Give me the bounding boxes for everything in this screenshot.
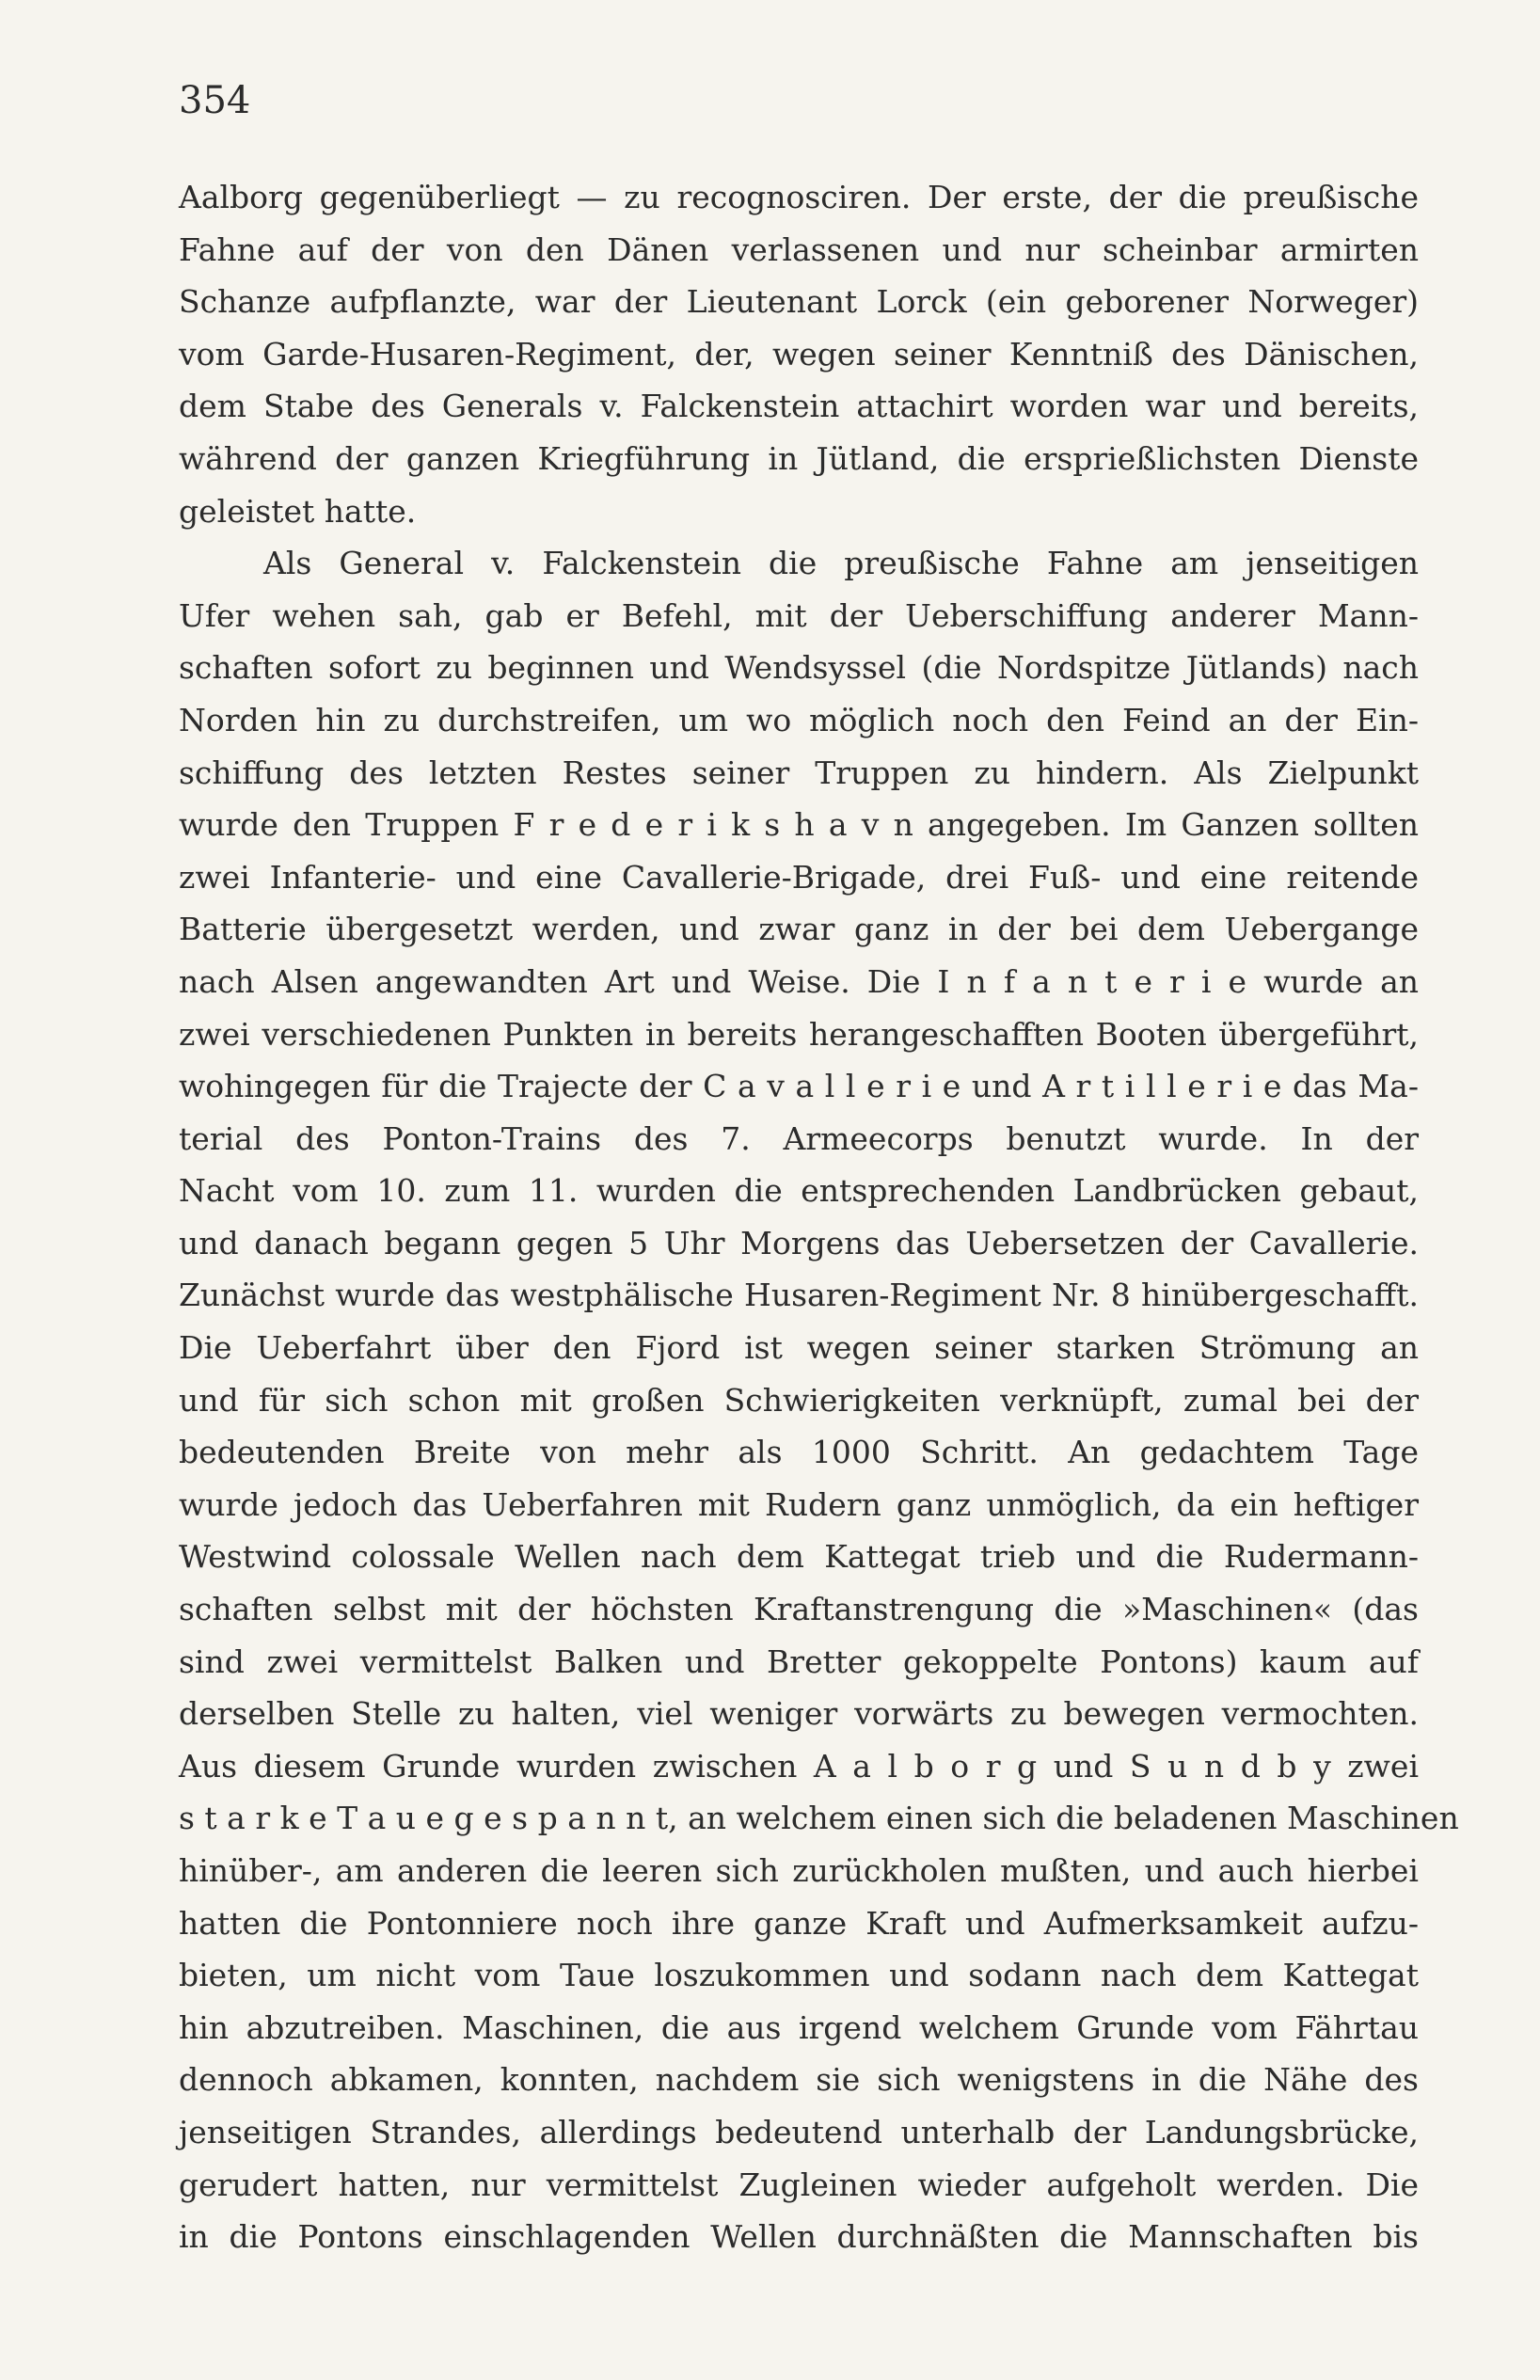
- text-line: schaften selbst mit der höchsten Kraftanstrengung die »Maschinen« (das: [179, 1591, 1419, 1628]
- text-line: vom Garde-Husaren-Regiment, der, wegen seiner Kenntniß des Dänischen,: [179, 335, 1419, 373]
- text-line: hatten die Pontonniere noch ihre ganze Kraft und Aufmerksamkeit aufzu-: [179, 1904, 1419, 1942]
- text-line: hin abzutreiben. Maschinen, die aus irgend welchem Grunde vom Fährtau: [179, 2008, 1419, 2046]
- text-line: wohingegen für die Trajecte der C a v a l l e r i e und A r t i l l e r i e das Ma-: [179, 1068, 1419, 1105]
- text-line: und danach begann gegen 5 Uhr Morgens das Uebersetzen der Cavallerie.: [179, 1224, 1419, 1261]
- text-line: Schanze aufpflanzte, war der Lieutenant Lorck (ein geborener Norweger): [179, 283, 1419, 321]
- text-line: jenseitigen Strandes, allerdings bedeutend unterhalb der Landungsbrücke,: [179, 2113, 1419, 2150]
- text-line: nach Alsen angewandten Art und Weise. Die I n f a n t e r i e wurde an: [179, 962, 1419, 1000]
- text-line: schaften sofort zu beginnen und Wendsyssel (die Nordspitze Jütlands) nach: [179, 649, 1419, 687]
- text-line: Als General v. Falckenstein die preußische Fahne am jenseitigen: [263, 545, 1419, 582]
- text-line: sind zwei vermittelst Balken und Bretter gekoppelte Pontons) kaum auf: [179, 1642, 1419, 1680]
- text-line: gerudert hatten, nur vermittelst Zugleinen wieder aufgeholt werden. Die: [179, 2166, 1419, 2203]
- text-line: Zunächst wurde das westphälische Husaren-Regiment Nr. 8 hinübergeschafft.: [179, 1277, 1419, 1314]
- text-line: Aalborg gegenüberliegt — zu recognosciren. Der erste, der die preußische: [179, 179, 1419, 215]
- page-number: 354: [179, 79, 251, 122]
- text-line: dennoch abkamen, konnten, nachdem sie sich wenigstens in die Nähe des: [179, 2061, 1419, 2099]
- text-line: terial des Ponton-Trains des 7. Armeecorps benutzt wurde. In der: [179, 1119, 1419, 1157]
- text-line: s t a r k e T a u e g e s p a n n t, an welchem einen sich die beladenen Maschinen: [179, 1800, 1459, 1837]
- text-line: Aus diesem Grunde wurden zwischen A a l b o r g und S u n d b y zwei: [179, 1747, 1419, 1785]
- text-line: Batterie übergesetzt werden, und zwar ganz in der bei dem Uebergange: [179, 911, 1419, 948]
- text-line: bieten, um nicht vom Taue loszukommen und sodann nach dem Kattegat: [179, 1957, 1419, 1994]
- text-line: Fahne auf der von den Dänen verlassenen und nur scheinbar armirten: [179, 230, 1419, 268]
- text-line: derselben Stelle zu halten, viel weniger vorwärts zu bewegen vermochten.: [179, 1695, 1419, 1733]
- text-line: bedeutenden Breite von mehr als 1000 Schritt. An gedachtem Tage: [179, 1434, 1419, 1471]
- text-line: Die Ueberfahrt über den Fjord ist wegen seiner starken Strömung an: [179, 1329, 1419, 1367]
- text-line: Norden hin zu durchstreifen, um wo möglich noch den Feind an der Ein-: [179, 701, 1419, 738]
- text-line: Westwind colossale Wellen nach dem Kattegat trieb und die Rudermann-: [179, 1538, 1419, 1576]
- body-text: [179, 171, 1459, 2263]
- text-line: dem Stabe des Generals v. Falckenstein attachirt worden war und bereits,: [179, 388, 1419, 425]
- text-line: während der ganzen Kriegführung in Jütland, die ersprießlichsten Dienste: [179, 439, 1419, 477]
- text-line: wurde den Truppen F r e d e r i k s h a v n angegeben. Im Ganzen sollten: [179, 806, 1419, 844]
- text-line: Ufer wehen sah, gab er Befehl, mit der Ueberschiffung anderer Mann-: [179, 596, 1419, 634]
- text-line: zwei Infanterie- und eine Cavallerie-Brigade, drei Fuß- und eine reitende: [179, 858, 1419, 896]
- text-line: geleistet hatte.: [179, 492, 417, 530]
- text-line: zwei verschiedenen Punkten in bereits herangeschafften Booten übergeführt,: [179, 1015, 1419, 1053]
- text-line: Nacht vom 10. zum 11. wurden die entsprechenden Landbrücken gebaut,: [179, 1172, 1419, 1210]
- text-line: hinüber-, am anderen die leeren sich zurückholen mußten, und auch hierbei: [179, 1852, 1419, 1889]
- text-line: und für sich schon mit großen Schwierigkeiten verknüpft, zumal bei der: [179, 1381, 1419, 1419]
- text-line: wurde jedoch das Ueberfahren mit Rudern ganz unmöglich, da ein heftiger: [179, 1485, 1419, 1523]
- text-line: schiffung des letzten Restes seiner Truppen zu hindern. Als Zielpunkt: [179, 754, 1419, 791]
- text-line: in die Pontons einschlagenden Wellen durchnäßten die Mannschaften bis: [179, 2218, 1419, 2256]
